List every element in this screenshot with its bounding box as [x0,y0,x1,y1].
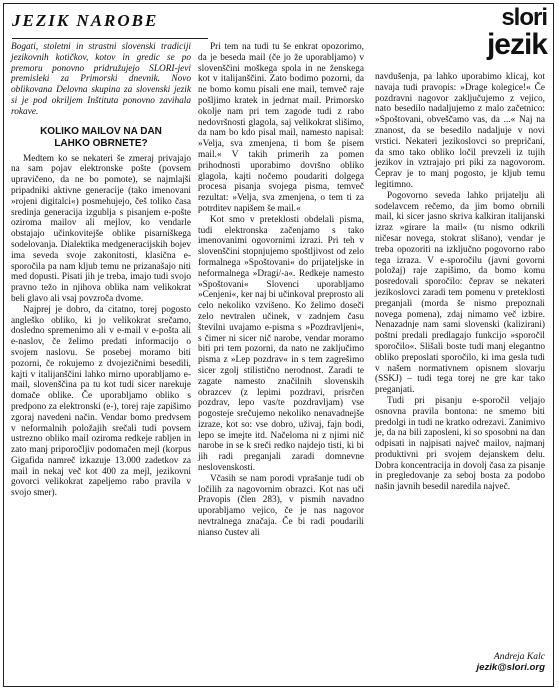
headline-line-2: LAHKO OBRNETE? [54,137,148,149]
column-title: JEZIK NAROBE [12,11,159,30]
paragraph: Pri tem na tudi tu še enkrat opozorimo, da je beseda mail (če jo že uporabljamo) v slovenščini moškega spola in ne ženskega kot v italijanščini. Zato bodimo pozorni, da ne bomo komu pisali ene mail, temveč raje pošljimo kratek in jedrnat mail. Primorsko okolje nam pri tem zagode tudi z rabo nedovršnosti glagola, saj velikokrat slišimo, da nam bo kdo pisal mail, namesto napisal: »Velja, sva zmenjena, ti bom še pisem mail.« V takih primerih za pomen prihodnosti uporabimo dovršno obliko glagola, kajti nočemo poudariti dolgega procesa pisanja svojega pisma, temveč rezultat: »Velja, sva zmenjena, o tem ti za potrditev napišem še mail.« [198,42,364,214]
author-name: Andreja Kalc [493,651,545,662]
paragraph: Tudi pri pisanju e-sporočil veljajo osnovna pravila bontona: ne smemo biti predolgi in tudi ne kratko odrezavi. Zanimivo je, da na bili zaposleni, ki so sposobni na dan odpisati in najpisati največ mailov, najmanj produktivni pri svojem dejanskem delu. Dobra koncentracija in dovolj časa za pisanje in pregledovanje za seboj bosta za podobo našin javnih besedil naredila največ. [375,395,545,493]
column-1 [11,42,191,499]
paragraph: Pogovorno seveda lahko prijatelju ali sodelavcem rečemo, da jim bomo obrnili mail, ki sicer jasno skriva kalkiran italijanski izraz »girare la mail« (tu nismo odkrili ničesar novega, stokrat slišano), vendar je treba opozoriti na izključno pogovorno rabo tega izraza. V e-sporočilu (javni govorni položaj) raje zapišimo, da bomo komu posredovali sporočilo: čeprav se nekateri jezikoslovci zaradi tem pomenu v preteklosti preganjali (morda še nismo prepoznali novega pomena), zdaj nimamo več izbire. Nenazadnje nam sami slovenski (kalizirani) poštni predali predlagajo funkcijo »sporočil sporočilo«. Slišali boste tudi manj elegantno obliko preposlati sporočilo, ki ima gesla tudi v našem normativnem opisnem slovarju (SSKJ) – tudi tega torej ne gre kar tako preganjati. [375,190,545,396]
intro-paragraph: Bogati, stoletni in strastni slovenski tradiciji jezikovnih kotičkov, kotov in gredic se po premoru ponovno pridružujejo SLORI-jevi premisleki za Primorski dnevnik. Novo oblikovana Delovna skupina za slovenski jezik si je pod okriljem Inštituta ponovno zavihala rokave. [11,42,191,117]
header-divider [12,38,208,39]
paragraph: Najprej je dobro, da citatno, torej pogosto angleško obliko, ki jo velikokrat srečamo, dosledno spremenimo ali v e-mail v e-pošta ali e-naslov, če želimo predati informacijo o svojem naslovu. Se posebej moramo biti pozorni, če rokujemo z dvojezičnimi besedili, kajti v italijanščini lahko mirno uporabljamo e-mail, slovenščina pa tu kot tudi sicer narekuje domače oblike. Če uporabljamo obliko s predpono za elektronski (e-), torej raje zapišimo zgoraj navedeni način. Vendar bomo predvsem v neformalnih položajih srečali tudi povsem ustrezno obliko mail oziroma redkeje rabljen in zato manj priporočljiv podomačen mejl (korpus Gigafida namreč izkazuje 13.000 zadetkov za mail in nekaj več kot 400 za mejl, jezikovni govorci velikokrat zapeljemo rabo pravila v svojo smer). [11,304,191,499]
paragraph: Medtem ko se nekateri še zmeraj privajajo na sam pojav elektronske pošte (povsem upravičeno, da ne bo pomote), se najmlajši pripadniki aktivne generacije (tako imenovani »rojeni digitalci«) posmehujejo, češ toliko časa sredinja generacija izgublja s pisanjem e-pošte oziroma mailov ali mejlov, ko vendarle obstajajo učinkovitejše oblike pisarniškega sodelovanja. Dialektika medgeneracijskih bojev ima seveda svoje zakonitosti, klasična e-sporočila pa nam kljub temu ne prizanašajo niti med dopusti. Pisati jih je treba, imajo tudi svojo pravno težo in njihova oblika nam velikokrat beli glavo ali vsaj povzroča dvome. [11,153,191,304]
headline-line-1: KOLIKO MAILOV NA DAN [40,125,162,137]
column-2 [198,42,364,539]
column-3 [375,72,545,493]
paragraph: Kot smo v preteklosti obdelali pisma, tudi elektronska začenjamo s tako imenovanimi ogovornimi izrazi. Pri teh v slovenščini stopnjujemo spoštljivost od zelo formalnega »Spoštovani« do prijateljske in neformalnega »Dragi/-a«. Redkeje namesto »Spoštovani« Slovenci uporabljamo »Cenjeni«, ker naj bi učinkoval preprosto ali celo nekoliko vzvišeno. Ko želimo doseči zelo nevtralen učinek, v zadnjem času številni uvajamo e-pisma s »Pozdravljeni«, s čimer ni sicer nič narobe, vendar moramo biti pri tem pozorni, da nato ne zaključimo pisma z »Lep pozdrav« in s tem zagrešimo sicer zgolj stilistično nerodnost. Zaradi te zagate namesto značilnih slovenskih obrazcev (z lepimi pozdravi, prisrčen pozdrav, lepo vas/te pozdravljam) vse pogosteje srečujemo nekoliko nenavadnejše izraze, kot so: vse dobro, uživaj, fajn bodi, lepo se imejte itd. Načeloma ni z njimi nič narobe in se k sreči redko najdejo tisti, ki bi jih radi preganjali zaradi domnevne neslovenskosti. [198,214,365,474]
paragraph: Včasih se nam porodi vprašanje tudi ob ločilih za nagovornim obrazci. Kot nas uči Pravopis (člen 283), v pismih navadno uporabljamo vejico, če je nas nagovor nevtralnega značaja. Če bi radi poudarili nianso čustev ali [198,473,364,538]
author-signature [476,651,545,673]
paragraph: navdušenja, pa lahko uporabimo klicaj, kot navaja tudi pravopis: »Drage kolegice!« Če pozdravni nagovor zaključujemo z vejico, nato besedilo nadaljujemo z malo začetnico: »Spoštovani, obveščamo vas, da ...« Naj na znanost, da se besedilo nadaljuje v novi vrstici. Nekateri jezikoslovci so prepričani, da smo tako obliko ločil prevzeli iz tujih jezikov in vztrajajo pri piki za nagovorom. Čeprav je to manj pogosto, je kljub temu legitimno. [375,72,545,190]
author-email: jezik@slori.org [476,662,545,673]
article-headline [11,126,191,150]
logo-word-slori: slori [501,4,547,31]
logo-word-jezik: jezik [486,28,547,61]
slori-logo [409,6,547,68]
